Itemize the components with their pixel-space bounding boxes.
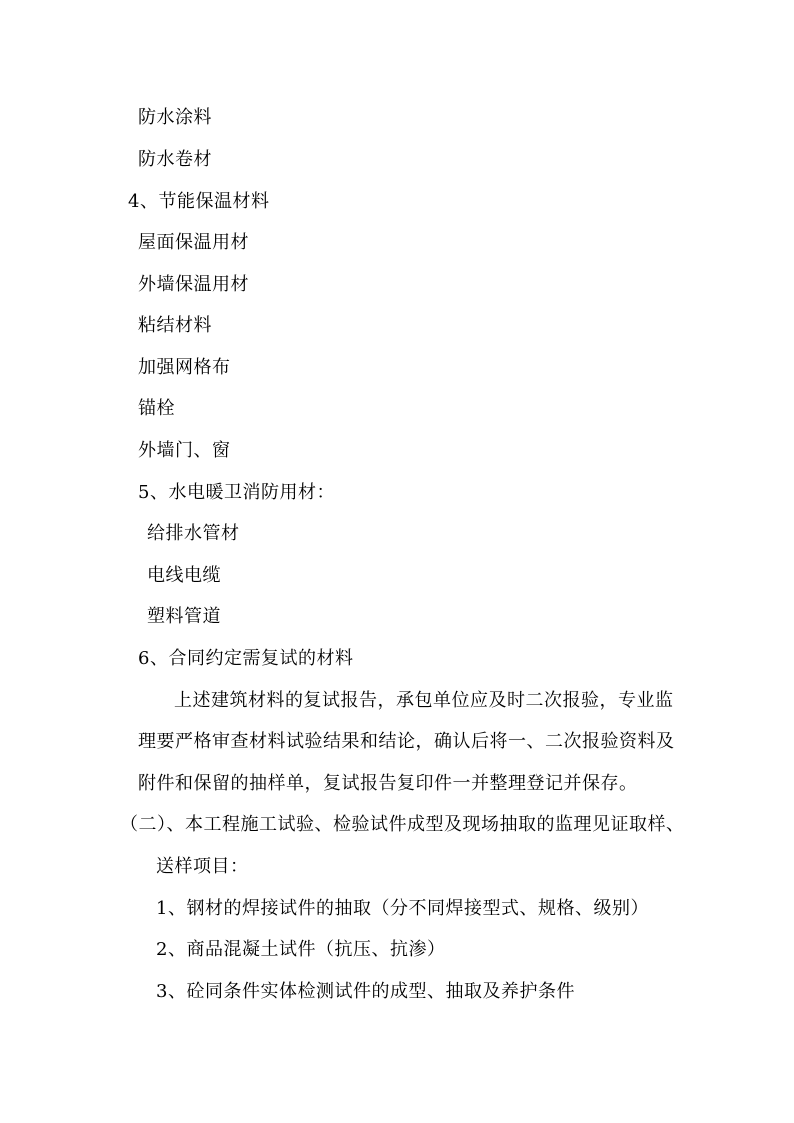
text-line: 电线电缆 bbox=[147, 565, 221, 586]
text-line: 塑料管道 bbox=[147, 606, 221, 627]
section-heading: 6、合同约定需复试的材料 bbox=[138, 648, 354, 669]
list-item: 3、砼同条件实体检测试件的成型、抽取及养护条件 bbox=[156, 981, 575, 1002]
text-line: 防水涂料 bbox=[138, 107, 212, 128]
section-heading: 5、水电暖卫消防用材： bbox=[138, 482, 335, 503]
list-item: 2、商品混凝土试件（抗压、抗渗） bbox=[156, 939, 446, 960]
text-line: 屋面保温用材 bbox=[138, 232, 249, 253]
text-line: 外墙门、窗 bbox=[138, 440, 231, 461]
text-line: 锚栓 bbox=[138, 398, 175, 419]
text-line: 防水卷材 bbox=[138, 149, 212, 170]
paragraph-line: 理要严格审查材料试验结果和结论，确认后将一、二次报验资料及 bbox=[138, 731, 675, 752]
paragraph-line: 上述建筑材料的复试报告，承包单位应及时二次报验，专业监 bbox=[174, 690, 674, 711]
text-line: 粘结材料 bbox=[138, 315, 212, 336]
list-item: 1、钢材的焊接试件的抽取（分不同焊接型式、规格、级别） bbox=[156, 898, 649, 919]
text-line: 送样项目： bbox=[156, 856, 249, 877]
section-heading: 4、节能保温材料 bbox=[128, 191, 270, 212]
text-line: 外墙保温用材 bbox=[138, 274, 249, 295]
paragraph-line: 附件和保留的抽样单，复试报告复印件一并整理登记并保存。 bbox=[138, 773, 638, 794]
section-heading: （二）、本工程施工试验、检验试件成型及现场抽取的监理见证取样、 bbox=[120, 814, 685, 835]
text-line: 给排水管材 bbox=[147, 523, 240, 544]
text-line: 加强网格布 bbox=[138, 357, 231, 378]
